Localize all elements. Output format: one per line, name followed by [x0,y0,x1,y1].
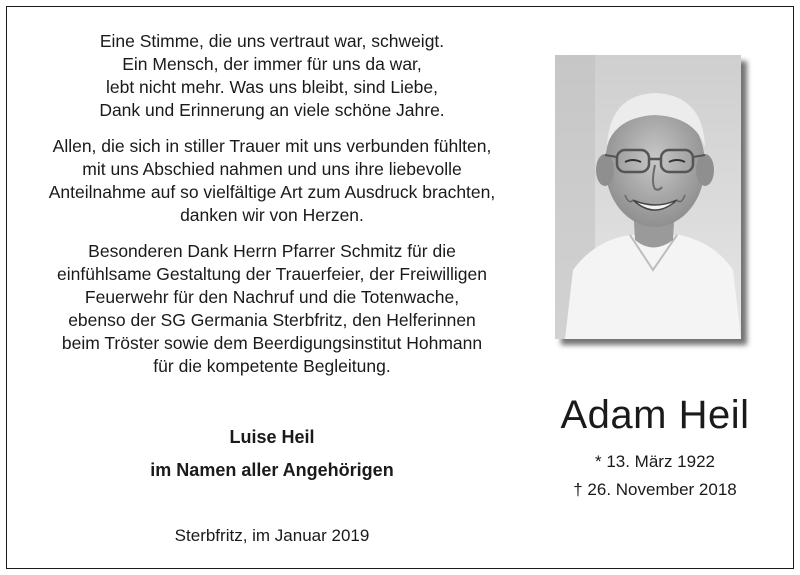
thanks-line: danken wir von Herzen. [180,205,364,225]
deceased-name: Adam Heil [560,393,750,437]
poem [22,30,522,122]
special-thanks-line: beim Tröster sowie dem Beerdigungsinstitut Hohmann [61,333,483,353]
poem-line: Eine Stimme, die uns vertraut war, schweigt. [99,31,445,51]
poem-line: Ein Mensch, der immer für uns da war, [122,54,422,74]
thanks-line: Allen, die sich in stiller Trauer mit uns verbunden fühlten, [52,136,492,156]
signatory-family: im Namen aller Angehörigen [150,460,394,480]
portrait-illustration [555,55,741,339]
special-thanks-line: ebenso der SG Germania Sterbfritz, den Helferinnen [68,310,476,330]
special-thanks-line: für die kompetente Begleitung. [153,356,391,376]
thanks-line: Anteilnahme auf so vielfältige Art zum Ausdruck brachten, [48,182,496,202]
poem-line: Dank und Erinnerung an viele schöne Jahre. [99,100,445,120]
poem-line: lebt nicht mehr. Was uns bleibt, sind Liebe, [105,77,439,97]
signatory-name: Luise Heil [229,427,315,447]
special-thanks-line: Besonderen Dank Herrn Pfarrer Schmitz für die [88,241,456,261]
place-date: Sterbfritz, im Januar 2019 [174,526,370,545]
portrait-photo [555,55,741,339]
death-date: † 26. November 2018 [573,480,737,499]
special-thanks-paragraph [22,240,522,378]
thanks-text-column [22,30,522,391]
birth-date: * 13. März 1922 [594,452,715,471]
thanks-paragraph [22,135,522,227]
special-thanks-line: einfühlsame Gestaltung der Trauerfeier, der Freiwilligen [57,264,487,284]
special-thanks-line: Feuerwehr für den Nachruf und die Totenwache, [84,287,460,307]
thanks-line: mit uns Abschied nahmen und uns ihre liebevolle [82,159,462,179]
